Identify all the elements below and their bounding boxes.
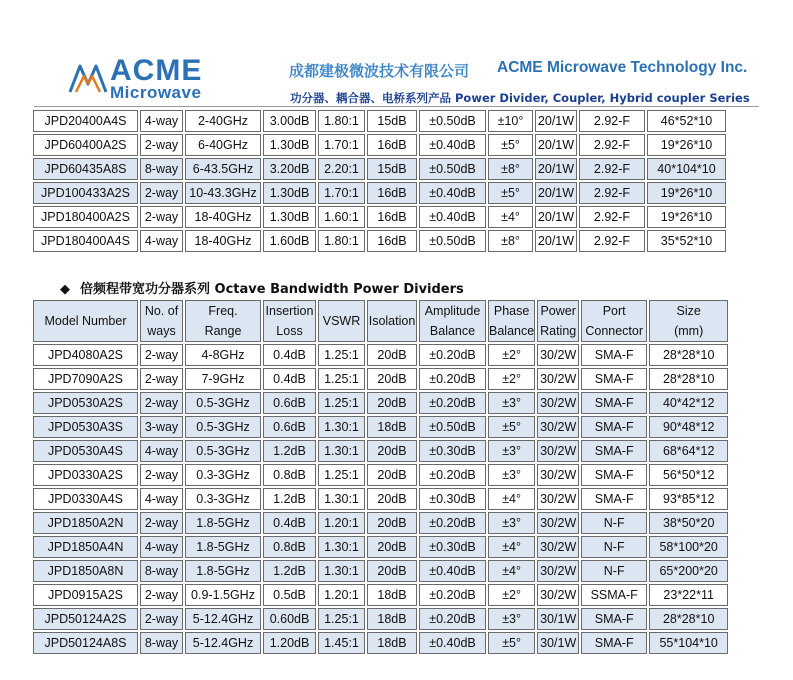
table-cell: 1.70:1 — [318, 182, 365, 204]
column-header — [649, 300, 728, 342]
table-cell: JPD60400A2S — [33, 134, 138, 156]
table-cell: 4-way — [140, 110, 183, 132]
table-cell: 30/2W — [537, 536, 579, 558]
table-cell: 20/1W — [535, 206, 577, 228]
table-cell: ±0.20dB — [419, 344, 486, 366]
table-cell: 30/2W — [537, 584, 579, 606]
table-cell: 20/1W — [535, 110, 577, 132]
table-cell: ±0.20dB — [419, 464, 486, 486]
table-cell: 30/2W — [537, 416, 579, 438]
table-cell: 1.30dB — [263, 182, 316, 204]
table-cell: 4-way — [140, 536, 183, 558]
table-cell: JPD7090A2S — [33, 368, 138, 390]
table-cell: 7-9GHz — [185, 368, 261, 390]
table-cell: 0.6dB — [263, 416, 316, 438]
table-cell: 1.30dB — [263, 134, 316, 156]
table-cell: ±2° — [488, 368, 535, 390]
table-cell: 0.5-3GHz — [185, 440, 261, 462]
table-cell: ±2° — [488, 344, 535, 366]
table-cell: 20/1W — [535, 230, 577, 252]
table-cell: 20dB — [367, 488, 417, 510]
table-cell: 30/2W — [537, 440, 579, 462]
table-cell: JPD180400A2S — [33, 206, 138, 228]
octave-divider-table — [31, 298, 730, 656]
column-header-text: Balance — [429, 324, 476, 338]
table-cell: 20dB — [367, 512, 417, 534]
table-row — [33, 440, 728, 462]
column-header-text: Phase — [493, 304, 530, 318]
table-cell: 20dB — [367, 560, 417, 582]
company-logo — [66, 54, 216, 104]
table-cell: SSMA-F — [581, 584, 647, 606]
table-cell: 68*64*12 — [649, 440, 728, 462]
table-cell: 46*52*10 — [647, 110, 726, 132]
table-cell: 55*104*10 — [649, 632, 728, 654]
table-cell: ±5° — [488, 416, 535, 438]
table-cell: ±0.30dB — [419, 536, 486, 558]
wideband-divider-table — [31, 108, 728, 254]
table-cell: 0.6dB — [263, 392, 316, 414]
table-cell: JPD1850A8N — [33, 560, 138, 582]
table-cell: 30/1W — [537, 608, 579, 630]
table-cell: 2-way — [140, 464, 183, 486]
column-header-text: Insertion — [265, 304, 314, 318]
table-cell: 1.20dB — [263, 632, 316, 654]
table-cell: 1.20:1 — [318, 584, 365, 606]
table-cell: ±4° — [488, 536, 535, 558]
table-row — [33, 536, 728, 558]
table-cell: ±3° — [488, 392, 535, 414]
table-cell: 1.80:1 — [318, 230, 365, 252]
table-cell: 2.92-F — [579, 230, 645, 252]
table-cell: 4-way — [140, 230, 183, 252]
table-cell: 28*28*10 — [649, 368, 728, 390]
table-cell: N-F — [581, 512, 647, 534]
table-cell: ±0.20dB — [419, 392, 486, 414]
table-row — [33, 134, 726, 156]
table-cell: ±0.20dB — [419, 368, 486, 390]
table-cell: 1.45:1 — [318, 632, 365, 654]
table-cell: 2.92-F — [579, 182, 645, 204]
table-cell: 1.25:1 — [318, 608, 365, 630]
table-cell: ±4° — [488, 488, 535, 510]
table-cell: 1.8-5GHz — [185, 536, 261, 558]
table-row — [33, 392, 728, 414]
table-cell: 5-12.4GHz — [185, 608, 261, 630]
table-cell: 20/1W — [535, 134, 577, 156]
table-row — [33, 368, 728, 390]
table-cell: 1.30:1 — [318, 560, 365, 582]
table-row — [33, 416, 728, 438]
column-header-text: ways — [147, 324, 176, 338]
table-cell: JPD4080A2S — [33, 344, 138, 366]
table-cell: 1.70:1 — [318, 134, 365, 156]
column-header-text: Port — [602, 304, 626, 318]
table-cell: 2-way — [140, 392, 183, 414]
table-cell: 18dB — [367, 416, 417, 438]
table-cell: 18-40GHz — [185, 206, 261, 228]
table-cell: ±0.20dB — [419, 584, 486, 606]
table-cell: 0.4dB — [263, 512, 316, 534]
table-cell: SMA-F — [581, 440, 647, 462]
table-row — [33, 230, 726, 252]
table-cell: ±4° — [488, 560, 535, 582]
table-cell: JPD0330A2S — [33, 464, 138, 486]
table-cell: ±0.40dB — [419, 182, 486, 204]
table-cell: 3.00dB — [263, 110, 316, 132]
table-cell: 18-40GHz — [185, 230, 261, 252]
table-cell: ±0.30dB — [419, 440, 486, 462]
column-header-text: Model Number — [44, 314, 127, 328]
table-cell: 2-40GHz — [185, 110, 261, 132]
table-cell: ±0.20dB — [419, 608, 486, 630]
table-cell: 0.9-1.5GHz — [185, 584, 261, 606]
company-name-chinese: 成都建极微波技术有限公司 — [289, 62, 470, 80]
table-cell: 1.2dB — [263, 488, 316, 510]
table-cell: 2-way — [140, 368, 183, 390]
company-name-english: ACME Microwave Technology Inc. — [497, 59, 748, 76]
column-header — [140, 300, 183, 342]
table-cell: 0.8dB — [263, 464, 316, 486]
table-cell: 0.60dB — [263, 608, 316, 630]
table-cell: 0.4dB — [263, 344, 316, 366]
table-header-row — [33, 300, 728, 342]
table-cell: 6-40GHz — [185, 134, 261, 156]
table-row — [33, 110, 726, 132]
table-cell: 5-12.4GHz — [185, 632, 261, 654]
table-cell: 65*200*20 — [649, 560, 728, 582]
table-cell: N-F — [581, 560, 647, 582]
table-cell: ±2° — [488, 584, 535, 606]
table-cell: 0.5dB — [263, 584, 316, 606]
table-cell: 1.60dB — [263, 230, 316, 252]
table-cell: 20dB — [367, 464, 417, 486]
table-cell: 1.8-5GHz — [185, 560, 261, 582]
table-cell: ±4° — [488, 206, 533, 228]
column-header-text: VSWR — [322, 314, 361, 328]
table-cell: JPD60435A8S — [33, 158, 138, 180]
table-cell: 4-way — [140, 488, 183, 510]
table-cell: ±5° — [488, 632, 535, 654]
table-cell: N-F — [581, 536, 647, 558]
table-cell: SMA-F — [581, 344, 647, 366]
table-cell: SMA-F — [581, 464, 647, 486]
table-cell: ±0.50dB — [419, 158, 486, 180]
table-cell: 0.5-3GHz — [185, 416, 261, 438]
table-row — [33, 512, 728, 534]
table-cell: JPD100433A2S — [33, 182, 138, 204]
table-row — [33, 182, 726, 204]
column-header-text: Amplitude — [424, 304, 481, 318]
table-cell: ±0.30dB — [419, 488, 486, 510]
column-header — [318, 300, 365, 342]
table-cell: 30/2W — [537, 464, 579, 486]
table-cell: 28*28*10 — [649, 608, 728, 630]
column-header-text: Connector — [585, 324, 644, 338]
table-cell: ±0.40dB — [419, 134, 486, 156]
table-row — [33, 464, 728, 486]
table-cell: 18dB — [367, 608, 417, 630]
table-cell: 30/2W — [537, 488, 579, 510]
table-cell: 2-way — [140, 512, 183, 534]
table-cell: 0.3-3GHz — [185, 488, 261, 510]
table-cell: 2-way — [140, 608, 183, 630]
table-cell: 16dB — [367, 182, 417, 204]
logo-subwordmark: Microwave — [110, 83, 202, 102]
logo-mark-icon — [66, 56, 110, 100]
table-cell: ±3° — [488, 464, 535, 486]
table-cell: SMA-F — [581, 416, 647, 438]
table-cell: 30/2W — [537, 560, 579, 582]
logo-wordmark: ACME — [110, 54, 203, 87]
table-cell: SMA-F — [581, 368, 647, 390]
table-cell: JPD1850A4N — [33, 536, 138, 558]
table-cell: 1.25:1 — [318, 464, 365, 486]
table-cell: 16dB — [367, 206, 417, 228]
table-cell: 40*104*10 — [647, 158, 726, 180]
table-cell: 20dB — [367, 392, 417, 414]
table-cell: 2-way — [140, 206, 183, 228]
table-cell: 1.8-5GHz — [185, 512, 261, 534]
table-cell: 1.2dB — [263, 560, 316, 582]
table-cell: 20dB — [367, 536, 417, 558]
table-cell: ±3° — [488, 608, 535, 630]
column-header — [33, 300, 138, 342]
table-cell: ±0.40dB — [419, 206, 486, 228]
table-cell: 1.80:1 — [318, 110, 365, 132]
table-cell: 1.30:1 — [318, 488, 365, 510]
table-cell: 1.25:1 — [318, 344, 365, 366]
column-header-text: Range — [204, 324, 242, 338]
table-cell: 18dB — [367, 584, 417, 606]
table-cell: 0.3-3GHz — [185, 464, 261, 486]
table-cell: 2-way — [140, 182, 183, 204]
table-cell: ±3° — [488, 512, 535, 534]
table-cell: 8-way — [140, 632, 183, 654]
column-header — [488, 300, 535, 342]
table-cell: 1.30:1 — [318, 416, 365, 438]
table-row — [33, 158, 726, 180]
table-cell: 30/2W — [537, 512, 579, 534]
table-cell: 20dB — [367, 368, 417, 390]
column-header-text: Loss — [276, 324, 303, 338]
table-cell: SMA-F — [581, 632, 647, 654]
table-cell: SMA-F — [581, 608, 647, 630]
table-cell: JPD50124A2S — [33, 608, 138, 630]
table-cell: 1.25:1 — [318, 392, 365, 414]
table-cell: 19*26*10 — [647, 182, 726, 204]
table-cell: 6-43.5GHz — [185, 158, 261, 180]
table-cell: 3-way — [140, 416, 183, 438]
table-row — [33, 632, 728, 654]
table-cell: 2.92-F — [579, 206, 645, 228]
column-header-text: Size — [676, 304, 701, 318]
table-cell: JPD1850A2N — [33, 512, 138, 534]
table-cell: 8-way — [140, 158, 183, 180]
table-cell: ±0.50dB — [419, 110, 486, 132]
column-header-text: Isolation — [368, 314, 416, 328]
column-header-text: (mm) — [674, 324, 704, 338]
table-cell: ±0.40dB — [419, 632, 486, 654]
table-cell: 10-43.3GHz — [185, 182, 261, 204]
table-cell: 2.92-F — [579, 158, 645, 180]
table-cell: 30/1W — [537, 632, 579, 654]
column-header-text: Freq. — [208, 304, 238, 318]
table-cell: ±3° — [488, 440, 535, 462]
table-cell: SMA-F — [581, 392, 647, 414]
table-cell: JPD0330A4S — [33, 488, 138, 510]
table-cell: 20/1W — [535, 182, 577, 204]
column-header-text: Balance — [489, 324, 535, 338]
table-cell: 30/2W — [537, 368, 579, 390]
table-cell: ±0.50dB — [419, 230, 486, 252]
table-cell: 2.92-F — [579, 134, 645, 156]
table-cell: 40*42*12 — [649, 392, 728, 414]
table-cell: 4-way — [140, 440, 183, 462]
table-cell: 30/2W — [537, 392, 579, 414]
section-title-text: 倍频程带宽功分器系列 Octave Bandwidth Power Dividers — [80, 282, 464, 297]
table-cell: JPD0530A4S — [33, 440, 138, 462]
table-cell: 38*50*20 — [649, 512, 728, 534]
table-row — [33, 608, 728, 630]
column-header — [419, 300, 486, 342]
table-cell: 90*48*12 — [649, 416, 728, 438]
table-cell: 20dB — [367, 344, 417, 366]
table-cell: 0.4dB — [263, 368, 316, 390]
table-cell: 1.30:1 — [318, 536, 365, 558]
table-cell: JPD0915A2S — [33, 584, 138, 606]
table-cell: 3.20dB — [263, 158, 316, 180]
table-cell: ±5° — [488, 182, 533, 204]
table-cell: 35*52*10 — [647, 230, 726, 252]
table-cell: 23*22*11 — [649, 584, 728, 606]
table-cell: ±10° — [488, 110, 533, 132]
table-cell: 1.60:1 — [318, 206, 365, 228]
column-header — [367, 300, 417, 342]
table-cell: 2.20:1 — [318, 158, 365, 180]
table-cell: 2.92-F — [579, 110, 645, 132]
table-cell: ±8° — [488, 158, 533, 180]
table-cell: 16dB — [367, 134, 417, 156]
table-cell: 2-way — [140, 344, 183, 366]
table-cell: 1.30:1 — [318, 440, 365, 462]
table-cell: SMA-F — [581, 488, 647, 510]
table-cell: JPD0530A2S — [33, 392, 138, 414]
table-cell: 16dB — [367, 230, 417, 252]
table-cell: ±0.40dB — [419, 560, 486, 582]
table-cell: ±8° — [488, 230, 533, 252]
column-header — [581, 300, 647, 342]
table-cell: 30/2W — [537, 344, 579, 366]
column-header — [537, 300, 579, 342]
section-title — [60, 278, 464, 297]
column-header-text: Power — [540, 304, 576, 318]
column-header-text: No. of — [144, 304, 179, 318]
table-cell: 0.8dB — [263, 536, 316, 558]
diamond-bullet-icon: ◆ — [60, 282, 70, 297]
table-row — [33, 584, 728, 606]
table-cell: ±0.50dB — [419, 416, 486, 438]
table-cell: JPD0530A3S — [33, 416, 138, 438]
table-cell: 8-way — [140, 560, 183, 582]
column-header — [263, 300, 316, 342]
table-cell: ±0.20dB — [419, 512, 486, 534]
table-cell: 15dB — [367, 110, 417, 132]
table-cell: 58*100*20 — [649, 536, 728, 558]
table-cell: ±5° — [488, 134, 533, 156]
table-row — [33, 488, 728, 510]
table-cell: 2-way — [140, 584, 183, 606]
column-header — [185, 300, 261, 342]
product-series-subtitle: 功分器、耦合器、电桥系列产品 Power Divider, Coupler, Hybrid coupler Series — [290, 91, 750, 105]
table-row — [33, 344, 728, 366]
table-cell: 1.20:1 — [318, 512, 365, 534]
table-cell: 56*50*12 — [649, 464, 728, 486]
table-cell: 19*26*10 — [647, 134, 726, 156]
table-cell: 1.2dB — [263, 440, 316, 462]
table-cell: 1.25:1 — [318, 368, 365, 390]
table-cell: 15dB — [367, 158, 417, 180]
table-cell: 20dB — [367, 440, 417, 462]
table-cell: 93*85*12 — [649, 488, 728, 510]
table-row — [33, 206, 726, 228]
table-cell: JPD180400A4S — [33, 230, 138, 252]
table-cell: 4-8GHz — [185, 344, 261, 366]
table-cell: 19*26*10 — [647, 206, 726, 228]
header-divider — [34, 106, 759, 107]
table-cell: 2-way — [140, 134, 183, 156]
table-cell: 0.5-3GHz — [185, 392, 261, 414]
table-cell: 1.30dB — [263, 206, 316, 228]
table-row — [33, 560, 728, 582]
table-cell: 28*28*10 — [649, 344, 728, 366]
table-cell: JPD50124A8S — [33, 632, 138, 654]
table-cell: 18dB — [367, 632, 417, 654]
table-cell: 20/1W — [535, 158, 577, 180]
column-header-text: Rating — [540, 324, 577, 338]
table-cell: JPD20400A4S — [33, 110, 138, 132]
